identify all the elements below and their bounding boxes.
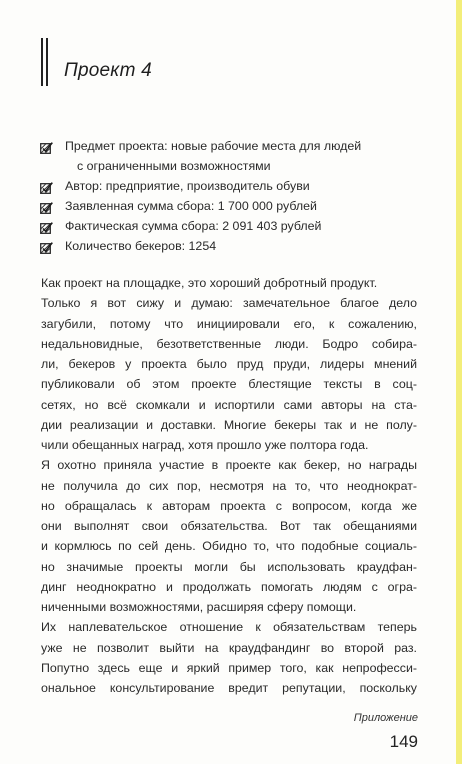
body-line: сетях, но всё скомкали и испортили сами авторы на ста- [41, 397, 417, 412]
body-line: динг неоднократно и продолжать помогать людям с огра- [41, 579, 417, 594]
body-line: Как проект на площадке, это хороший добротный продукт. [41, 276, 378, 290]
body-line: Только я вот сижу и думаю: замечательное благое дело [41, 296, 417, 311]
body-line: но обращалась к авторам проекта с вопросом, когда же [41, 498, 417, 513]
title-marker-bar [46, 38, 48, 86]
body-line: они выполнят свои обязательства. Вот так обещаниями [41, 519, 417, 533]
fact-text: Количество бекеров: 1254 [65, 239, 217, 253]
body-line: Я охотно приняла участие в проекте как бекер, но награды [41, 458, 417, 473]
body-line: не получила до сих пор, несмотря на то, что неоднократ- [41, 478, 417, 493]
checkbox-checked-icon [40, 200, 53, 212]
fact-item [40, 236, 420, 256]
fact-text: Фактическая сумма сбора: 2 091 403 рублей [65, 219, 322, 233]
fact-text: Предмет проекта: новые рабочие места для людей [65, 139, 362, 153]
body-line: ниченными возможностями, расширяя сферу помощи. [41, 600, 357, 614]
body-line: Попутно здесь еще и яркий пример того, как непрофесси- [41, 660, 417, 675]
body-line: чили обещанных наград, хотя прошло уже полтора года. [41, 438, 369, 452]
fact-item [40, 136, 420, 176]
title-marker-bar [41, 38, 43, 86]
body-line: недальновидные, безответственные люди. Бодро собира- [41, 336, 417, 351]
title-marker-bars [41, 38, 50, 86]
fact-text-continuation: с ограниченными возможностями [77, 159, 271, 173]
checkbox-checked-icon [40, 180, 53, 192]
body-line: и кормлюсь по сей день. Обидно то, что подобные социаль- [41, 539, 417, 554]
fact-item [40, 196, 420, 216]
body-line: публиковали об этом проекте блестящие тексты в соц- [41, 377, 417, 392]
page-number: 149 [389, 732, 418, 751]
body-line: ональное консультирование вредит репутации, поскольку [41, 681, 417, 695]
page-title: Проект 4 [64, 60, 152, 81]
running-footer: Приложение [353, 712, 418, 724]
body-line: загубили, потому что инициировали его, к сожалению, [41, 316, 417, 331]
body-text [41, 273, 417, 698]
body-line: но значимые проекты могли бы использовать краудфан- [41, 559, 417, 574]
checkbox-checked-icon [40, 240, 53, 252]
fact-text: Автор: предприятие, производитель обуви [65, 179, 310, 193]
checkbox-checked-icon [40, 220, 53, 232]
fact-item [40, 216, 420, 236]
checkbox-checked-icon [40, 140, 53, 152]
project-facts-list [40, 136, 420, 256]
body-line: ли, бекеров у проекта было пруд пруди, лидеры мнений [41, 357, 417, 371]
fact-text: Заявленная сумма сбора: 1 700 000 рублей [65, 199, 317, 213]
page-edge-highlight [456, 0, 462, 764]
body-line: Их наплевательское отношение к обязательствам теперь [41, 620, 417, 635]
body-line: дии реализации и доставки. Многие бекеры так и не полу- [41, 417, 417, 432]
fact-item [40, 176, 420, 196]
body-line: уже не позволит выйти на краудфандинг во второй раз. [41, 640, 417, 655]
